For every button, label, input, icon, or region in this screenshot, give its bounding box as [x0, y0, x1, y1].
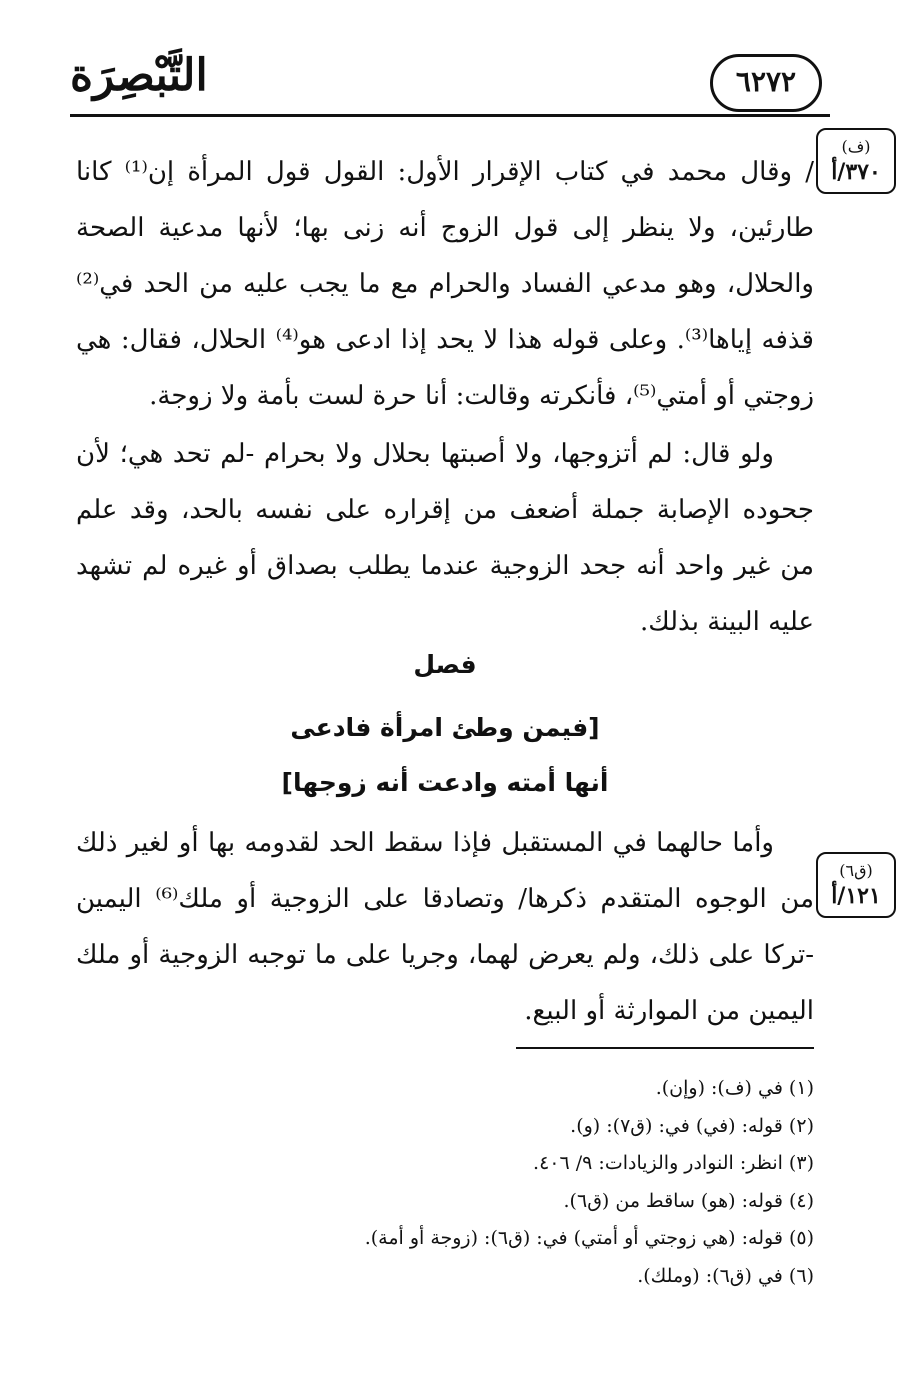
paragraph-2-block — [76, 426, 814, 650]
marker-ref: ٣٧٠/أ — [831, 159, 881, 185]
footnote: (٢) قوله: (في) في: (ق٧): (و). — [570, 1114, 814, 1137]
section-title-line-2: أنها أمته وادعت أنه زوجها] — [281, 768, 609, 797]
section-title-line-1: [فيمن وطئ امرأة فادعى — [290, 713, 600, 742]
manuscript-marker-q6 — [816, 852, 896, 918]
manuscript-marker-f — [816, 128, 896, 194]
footnote: (٤) قوله: (هو) ساقط من (ق٦). — [563, 1189, 814, 1212]
marker-ref: ١٢١/أ — [831, 883, 881, 909]
paragraph: ولو قال: لم أتزوجها، ولا أصبتها بحلال ولا بحرام -لم تحد هي؛ لأن جحوده الإصابة جملة أضعف من إقراره على نفسه بالحد، وقد علم من غير واحد أنه جحد الزوجية عندما يطلب بصداق أو غيره لم تشهد عليه البينة بذلك. — [76, 439, 814, 637]
footnote: (١) في (ف): (وإن). — [655, 1077, 814, 1099]
paragraph-3-block — [76, 815, 814, 1039]
marker-source: (ق٦) — [839, 861, 873, 880]
page-header — [70, 48, 830, 126]
page-number: ٦٢٧٢ — [710, 54, 822, 112]
book-title: التَّبْصِرَة — [70, 50, 208, 101]
footnotes — [76, 1070, 814, 1295]
footnote: (٦) في (ق٦): (وملك). — [637, 1264, 814, 1287]
footnote: (٥) قوله: (هي زوجتي أو أمتي) في: (ق٦): (زوجة أو أمة). — [364, 1227, 814, 1249]
section-label: فصل — [413, 650, 477, 679]
marker-source: (ف) — [841, 137, 871, 156]
footnote: (٣) انظر: النوادر والزيادات: ٩/ ٤٠٦. — [533, 1152, 814, 1174]
paragraph: / وقال محمد في كتاب الإقرار الأول: القول قول المرأة إن⁽¹⁾ كانا طارئين، ولا ينظر إلى قول الزوج أنه زنى بها؛ لأنها مدعية الصحة والحلال، وهو مدعي الفساد والحرام مع ما يجب عليه من الحد في⁽²⁾ قذفه إياها⁽³⁾. وعلى قوله هذا لا يحد إذا ادعى هو⁽⁴⁾ الحلال، فقال: هي زوجتي أو أمتي⁽⁵⁾، فأنكرته وقالت: أنا حرة لست بأمة ولا زوجة. — [76, 157, 815, 411]
paragraph: وأما حالهما في المستقبل فإذا سقط الحد لقدومه بها أو لغير ذلك من الوجوه المتقدم ذكرها/ وتصادقا على الزوجية أو ملك⁽⁶⁾ اليمين -تركا على ذلك، ولم يعرض لهما، وجريا على ما توجبه الزوجية أو ملك اليمين من الموارثة أو البيع. — [76, 828, 815, 1026]
header-rule — [70, 114, 830, 117]
paragraph-1-block — [76, 144, 814, 424]
footnote-separator — [516, 1047, 814, 1049]
